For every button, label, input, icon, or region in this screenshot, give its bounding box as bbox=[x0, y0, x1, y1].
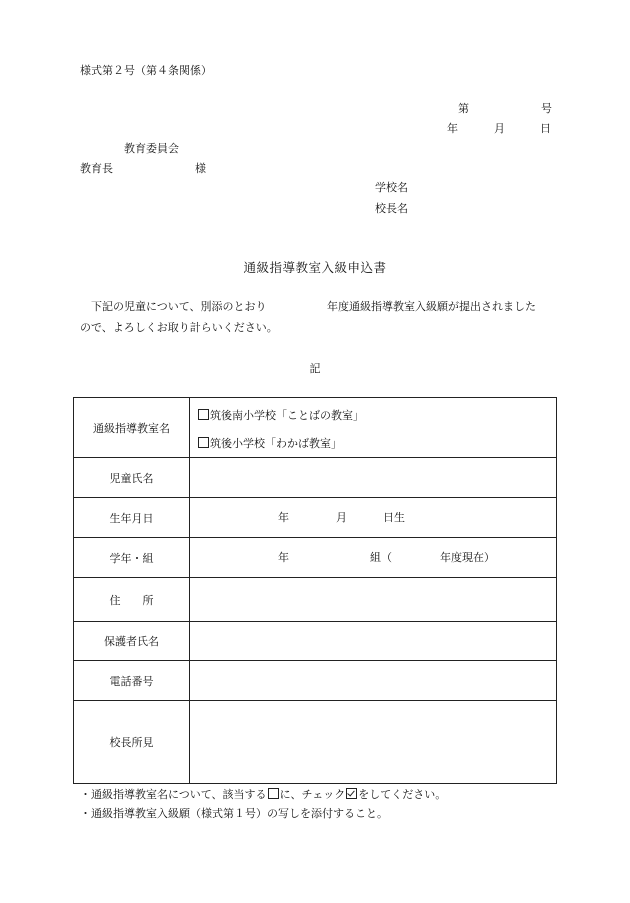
honorific: 様 bbox=[195, 162, 206, 175]
row-guardian bbox=[74, 622, 557, 661]
checkbox-icon[interactable] bbox=[198, 409, 209, 420]
birthdate-label: 生年月日 bbox=[74, 498, 190, 538]
note-1-suffix: をしてください。 bbox=[358, 788, 447, 801]
board-of-education: 教育委員会 bbox=[124, 142, 179, 155]
date-day-label: 日 bbox=[540, 122, 551, 135]
address-field[interactable] bbox=[190, 578, 557, 622]
body-text-line1a: 下記の児童について、別添のとおり bbox=[91, 300, 267, 313]
classroom-label: 通級指導教室名 bbox=[74, 398, 190, 458]
date-year-label: 年 bbox=[447, 122, 458, 135]
row-opinion bbox=[74, 701, 557, 784]
classroom-option-2[interactable] bbox=[197, 437, 342, 449]
document-title: 通級指導教室入級申込書 bbox=[243, 260, 387, 275]
note-1-prefix: ・通級指導教室名について、該当する bbox=[80, 788, 267, 801]
address-label: 住 所 bbox=[74, 578, 190, 622]
grade-label: 学年・組 bbox=[74, 538, 190, 578]
form-number: 様式第２号（第４条関係） bbox=[80, 64, 212, 77]
note-1-mid: に、チェック bbox=[279, 788, 346, 801]
birth-day-label: 日生 bbox=[383, 511, 405, 524]
grade-current-label: 年度現在） bbox=[440, 551, 495, 564]
birth-year-label: 年 bbox=[278, 511, 289, 524]
row-phone bbox=[74, 661, 557, 701]
note-2: ・通級指導教室入級願（様式第１号）の写しを添付すること。 bbox=[80, 807, 388, 820]
child-name-field[interactable] bbox=[190, 458, 557, 498]
body-text-line2: ので、よろしくお取り計らいください。 bbox=[80, 321, 278, 334]
grade-field[interactable] bbox=[190, 538, 557, 578]
application-table bbox=[73, 397, 557, 784]
birthdate-field[interactable] bbox=[190, 498, 557, 538]
birth-month-label: 月 bbox=[336, 511, 347, 524]
phone-label: 電話番号 bbox=[74, 661, 190, 701]
body-text-line1b: 年度通級指導教室入級願が提出されました bbox=[327, 300, 536, 313]
superintendent-label: 教育長 bbox=[80, 162, 113, 175]
grade-year-label: 年 bbox=[278, 551, 289, 564]
grade-class-label: 組（ bbox=[370, 551, 392, 564]
date-month-label: 月 bbox=[494, 122, 505, 135]
guardian-label: 保護者氏名 bbox=[74, 622, 190, 661]
row-birthdate bbox=[74, 498, 557, 538]
principal-name-label: 校長名 bbox=[375, 202, 408, 215]
classroom-option-2-label: 筑後小学校「わかば教室」 bbox=[210, 437, 342, 450]
ki-heading: 記 bbox=[309, 362, 321, 375]
phone-field[interactable] bbox=[190, 661, 557, 701]
row-grade bbox=[74, 538, 557, 578]
note-1 bbox=[80, 788, 446, 800]
guardian-field[interactable] bbox=[190, 622, 557, 661]
classroom-options bbox=[190, 398, 557, 458]
classroom-option-1-label: 筑後南小学校「ことばの教室」 bbox=[210, 409, 364, 422]
school-name-label: 学校名 bbox=[375, 181, 408, 194]
checkbox-checked-icon bbox=[346, 788, 357, 799]
issue-number-prefix: 第 bbox=[458, 102, 469, 115]
row-address bbox=[74, 578, 557, 622]
issue-number-suffix: 号 bbox=[541, 102, 552, 115]
opinion-label: 校長所見 bbox=[74, 701, 190, 784]
row-child-name bbox=[74, 458, 557, 498]
row-classroom bbox=[74, 398, 557, 458]
child-name-label: 児童氏名 bbox=[74, 458, 190, 498]
checkbox-empty-icon bbox=[268, 788, 279, 799]
checkbox-icon[interactable] bbox=[198, 437, 209, 448]
opinion-field[interactable] bbox=[190, 701, 557, 784]
classroom-option-1[interactable] bbox=[197, 409, 364, 421]
